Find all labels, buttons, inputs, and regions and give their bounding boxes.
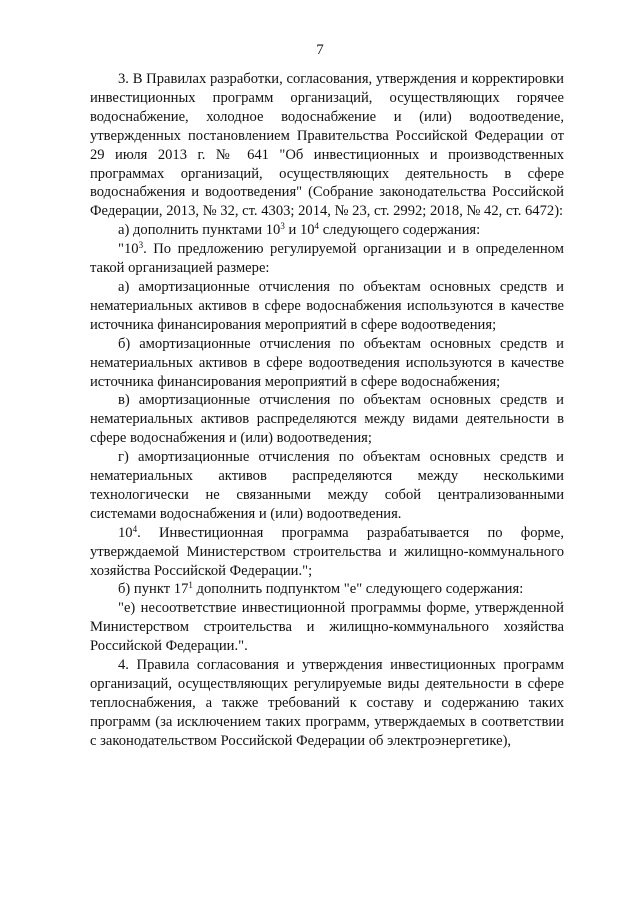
text-run: а) дополнить пунктами 10 — [118, 222, 281, 239]
paragraph-subpoint-a: а) амортизационные отчисления по объектам основных средств и нематериальных активов в сфере водоснабжения используются в качестве источника финансирования мероприятий в сфере водоотведения; — [90, 278, 564, 333]
document-body — [90, 70, 564, 751]
paragraph-item-3: 3. В Правилах разработки, согласования, утверждения и корректировки инвестиционных программ организаций, осуществляющих горячее водоснабжение, холодное водоснабжение и (или) водоотведение, утвержденных постановлением Правительства Российской Федерации от 29 июля 2013 г. № 641 "Об инвестиционных и производственных программах организаций, осуществляющих деятельность в сфере водоснабжения и водоотведения" (Собрание законодательства Российской Федерации, 2013, № 32, ст. 4303; 2014, № 23, ст. 2992; 2018, № 42, ст. 6472): — [90, 71, 564, 220]
paragraph-subitem-a — [90, 221, 564, 240]
text-run: . По предложению регулируемой организации и в определенном такой организацией размере: — [90, 241, 564, 277]
paragraph-point-10-3 — [90, 240, 564, 278]
text-run: дополнить подпунктом "е" следующего содержания: — [192, 581, 524, 598]
text-run: "10 — [118, 241, 139, 258]
text-run: 10 — [118, 524, 133, 541]
superscript: 4 — [132, 523, 138, 534]
paragraph-point-10-4 — [90, 524, 564, 581]
paragraph-subpoint-g: г) амортизационные отчисления по объектам основных средств и нематериальных активов распределяются между несколькими технологически не связанными между собой централизованными системами водоснабжения и (или) водоотведения. — [90, 449, 564, 522]
text-run: и 10 — [284, 222, 315, 239]
paragraph-item-4: 4. Правила согласования и утверждения инвестиционных программ организаций, осуществляющих регулируемые виды деятельности в сфере теплоснабжения, а также требований к составу и содержанию таких программ (за исключением таких программ, утверждаемых в соответствии с законодательством Российской Федерации об электроэнергетике), — [90, 657, 564, 749]
superscript: 4 — [314, 221, 320, 232]
superscript: 1 — [188, 580, 193, 591]
page-number: 7 — [316, 42, 324, 58]
superscript: 3 — [138, 240, 144, 251]
paragraph-subpoint-v: в) амортизационные отчисления по объектам основных средств и нематериальных активов распределяются между видами деятельности в сфере водоснабжения и (или) водоотведения; — [90, 392, 564, 447]
superscript: 3 — [280, 221, 285, 232]
text-run: следующего содержания: — [319, 222, 481, 239]
paragraph-subpoint-b: б) амортизационные отчисления по объектам основных средств и нематериальных активов в сфере водоотведения используются в качестве источника финансирования мероприятий в сфере водоснабжения; — [90, 335, 564, 390]
paragraph-subpoint-e: "е) несоответствие инвестиционной программы форме, утвержденной Министерством строительства и жилищно-коммунального хозяйства Российской Федерации.". — [90, 600, 564, 655]
text-run: . Инвестиционная программа разрабатывается по форме, утверждаемой Министерством строительства и жилищно-коммунального хозяйства Российской Федерации."; — [90, 524, 564, 579]
paragraph-subitem-b — [90, 580, 564, 599]
text-run: б) пункт 17 — [118, 581, 189, 598]
